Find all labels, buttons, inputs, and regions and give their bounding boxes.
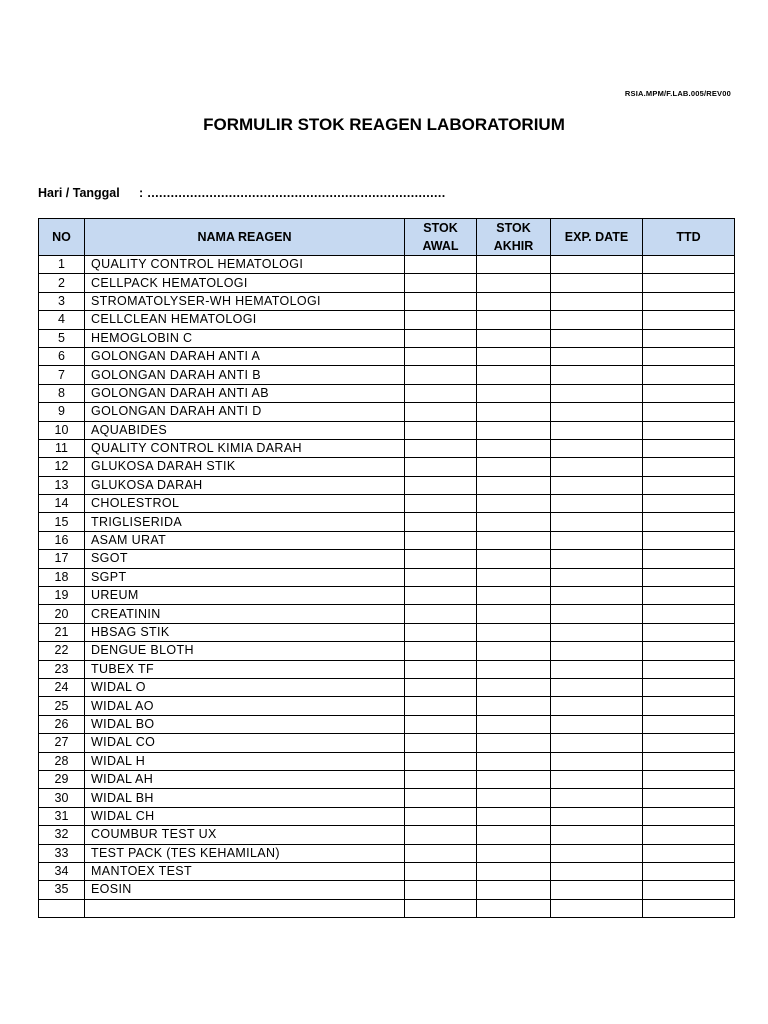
row-number: 34	[39, 862, 85, 880]
ttd-cell[interactable]	[643, 366, 735, 384]
table-row	[39, 421, 735, 439]
ttd-cell[interactable]	[643, 256, 735, 274]
exp-date-cell[interactable]	[551, 495, 643, 513]
row-number: 9	[39, 403, 85, 421]
stok-akhir-cell[interactable]	[477, 347, 551, 365]
table-header-row	[39, 219, 735, 256]
table-row	[39, 862, 735, 880]
table-row	[39, 495, 735, 513]
exp-date-cell[interactable]	[551, 697, 643, 715]
header-stok-awal: STOK AWAL	[405, 219, 477, 256]
stok-akhir-cell[interactable]	[477, 550, 551, 568]
table-row	[39, 752, 735, 770]
stok-akhir-cell[interactable]	[477, 807, 551, 825]
stok-akhir-cell[interactable]	[477, 697, 551, 715]
ttd-cell[interactable]	[643, 642, 735, 660]
stok-awal-cell[interactable]	[405, 439, 477, 457]
ttd-cell[interactable]	[643, 660, 735, 678]
stok-akhir-cell[interactable]	[477, 495, 551, 513]
reagent-name: GOLONGAN DARAH ANTI AB	[85, 384, 405, 402]
ttd-cell[interactable]	[643, 734, 735, 752]
stok-awal-cell[interactable]	[405, 642, 477, 660]
stok-awal-cell[interactable]	[405, 458, 477, 476]
stok-akhir-cell[interactable]	[477, 844, 551, 862]
table-row	[39, 292, 735, 310]
ttd-cell[interactable]	[643, 347, 735, 365]
exp-date-cell[interactable]	[551, 844, 643, 862]
header-stok-akhir: STOK AKHIR	[477, 219, 551, 256]
exp-date-cell[interactable]	[551, 623, 643, 641]
row-number: 12	[39, 458, 85, 476]
ttd-cell[interactable]	[643, 826, 735, 844]
row-number: 27	[39, 734, 85, 752]
stok-akhir-cell[interactable]	[477, 899, 551, 917]
row-number: 31	[39, 807, 85, 825]
stok-awal-cell[interactable]	[405, 495, 477, 513]
stok-awal-cell[interactable]	[405, 715, 477, 733]
stok-awal-cell[interactable]	[405, 366, 477, 384]
stok-akhir-cell[interactable]	[477, 623, 551, 641]
stok-awal-cell[interactable]	[405, 292, 477, 310]
reagent-name: GLUKOSA DARAH STIK	[85, 458, 405, 476]
table-row	[39, 697, 735, 715]
stok-awal-cell[interactable]	[405, 384, 477, 402]
table-row	[39, 899, 735, 917]
header-nama-reagen: NAMA REAGEN	[85, 219, 405, 256]
reagent-name: GOLONGAN DARAH ANTI A	[85, 347, 405, 365]
reagent-name: WIDAL AO	[85, 697, 405, 715]
table-row	[39, 770, 735, 788]
stok-awal-cell[interactable]	[405, 826, 477, 844]
reagent-name	[85, 899, 405, 917]
reagent-name: EOSIN	[85, 881, 405, 899]
ttd-cell[interactable]	[643, 789, 735, 807]
reagent-name: ASAM URAT	[85, 531, 405, 549]
exp-date-cell[interactable]	[551, 476, 643, 494]
stok-akhir-cell[interactable]	[477, 292, 551, 310]
exp-date-cell[interactable]	[551, 715, 643, 733]
stok-awal-cell[interactable]	[405, 862, 477, 880]
table-row	[39, 844, 735, 862]
stok-awal-cell[interactable]	[405, 605, 477, 623]
ttd-cell[interactable]	[643, 458, 735, 476]
reagent-name: CELLCLEAN HEMATOLOGI	[85, 311, 405, 329]
row-number: 10	[39, 421, 85, 439]
reagent-name: SGOT	[85, 550, 405, 568]
exp-date-cell[interactable]	[551, 789, 643, 807]
ttd-cell[interactable]	[643, 605, 735, 623]
stok-akhir-cell[interactable]	[477, 660, 551, 678]
stok-awal-cell[interactable]	[405, 256, 477, 274]
row-number: 24	[39, 678, 85, 696]
stok-awal-cell[interactable]	[405, 789, 477, 807]
exp-date-cell[interactable]	[551, 807, 643, 825]
stok-awal-cell[interactable]	[405, 311, 477, 329]
row-number: 21	[39, 623, 85, 641]
row-number: 8	[39, 384, 85, 402]
table-row	[39, 623, 735, 641]
document-code: RSIA.MPM/F.LAB.005/REV00	[624, 89, 731, 98]
stok-awal-cell[interactable]	[405, 697, 477, 715]
row-number: 23	[39, 660, 85, 678]
row-number: 14	[39, 495, 85, 513]
row-number: 35	[39, 881, 85, 899]
stok-akhir-cell[interactable]	[477, 734, 551, 752]
exp-date-cell[interactable]	[551, 678, 643, 696]
ttd-cell[interactable]	[643, 311, 735, 329]
reagent-name: WIDAL AH	[85, 770, 405, 788]
reagent-name: HBSAG STIK	[85, 623, 405, 641]
table-row	[39, 274, 735, 292]
ttd-cell[interactable]	[643, 752, 735, 770]
table-row	[39, 660, 735, 678]
reagent-name: WIDAL BO	[85, 715, 405, 733]
stok-akhir-cell[interactable]	[477, 605, 551, 623]
exp-date-cell[interactable]	[551, 660, 643, 678]
ttd-cell[interactable]	[643, 770, 735, 788]
ttd-cell[interactable]	[643, 844, 735, 862]
exp-date-cell[interactable]	[551, 256, 643, 274]
table-row	[39, 476, 735, 494]
row-number: 2	[39, 274, 85, 292]
table-row	[39, 366, 735, 384]
stok-awal-cell[interactable]	[405, 421, 477, 439]
reagent-name: STROMATOLYSER-WH HEMATOLOGI	[85, 292, 405, 310]
exp-date-cell[interactable]	[551, 770, 643, 788]
exp-date-cell[interactable]	[551, 531, 643, 549]
stok-akhir-cell[interactable]	[477, 384, 551, 402]
exp-date-cell[interactable]	[551, 642, 643, 660]
exp-date-cell[interactable]	[551, 513, 643, 531]
reagent-name: QUALITY CONTROL KIMIA DARAH	[85, 439, 405, 457]
exp-date-cell[interactable]	[551, 899, 643, 917]
reagent-name: GOLONGAN DARAH ANTI B	[85, 366, 405, 384]
exp-date-cell[interactable]	[551, 550, 643, 568]
table-row	[39, 311, 735, 329]
exp-date-cell[interactable]	[551, 568, 643, 586]
ttd-cell[interactable]	[643, 513, 735, 531]
stok-awal-cell[interactable]	[405, 347, 477, 365]
ttd-cell[interactable]	[643, 881, 735, 899]
stok-awal-cell[interactable]	[405, 881, 477, 899]
reagent-name: UREUM	[85, 587, 405, 605]
exp-date-cell[interactable]	[551, 403, 643, 421]
exp-date-cell[interactable]	[551, 826, 643, 844]
exp-date-cell[interactable]	[551, 274, 643, 292]
table-row	[39, 329, 735, 347]
ttd-cell[interactable]	[643, 715, 735, 733]
date-value-line: : .............................................................................	[139, 186, 446, 200]
row-number: 25	[39, 697, 85, 715]
reagent-name: WIDAL BH	[85, 789, 405, 807]
exp-date-cell[interactable]	[551, 292, 643, 310]
ttd-cell[interactable]	[643, 384, 735, 402]
row-number	[39, 899, 85, 917]
stok-akhir-cell[interactable]	[477, 862, 551, 880]
ttd-cell[interactable]	[643, 403, 735, 421]
reagent-name: CHOLESTROL	[85, 495, 405, 513]
ttd-cell[interactable]	[643, 862, 735, 880]
row-number: 30	[39, 789, 85, 807]
stok-akhir-cell[interactable]	[477, 587, 551, 605]
ttd-cell[interactable]	[643, 550, 735, 568]
stok-akhir-cell[interactable]	[477, 366, 551, 384]
stok-awal-cell[interactable]	[405, 274, 477, 292]
table-row	[39, 384, 735, 402]
stok-awal-cell[interactable]	[405, 476, 477, 494]
table-row	[39, 256, 735, 274]
stok-awal-cell[interactable]	[405, 899, 477, 917]
row-number: 1	[39, 256, 85, 274]
stok-awal-cell[interactable]	[405, 550, 477, 568]
stok-awal-cell[interactable]	[405, 752, 477, 770]
ttd-cell[interactable]	[643, 439, 735, 457]
header-ttd: TTD	[643, 219, 735, 256]
reagent-name: WIDAL CO	[85, 734, 405, 752]
reagent-name: TEST PACK (TES KEHAMILAN)	[85, 844, 405, 862]
row-number: 17	[39, 550, 85, 568]
row-number: 6	[39, 347, 85, 365]
table-row	[39, 789, 735, 807]
exp-date-cell[interactable]	[551, 329, 643, 347]
stok-akhir-cell[interactable]	[477, 274, 551, 292]
table-row	[39, 734, 735, 752]
reagent-name: AQUABIDES	[85, 421, 405, 439]
stok-awal-cell[interactable]	[405, 844, 477, 862]
stok-akhir-cell[interactable]	[477, 770, 551, 788]
stok-awal-cell[interactable]	[405, 678, 477, 696]
exp-date-cell[interactable]	[551, 366, 643, 384]
stok-awal-cell[interactable]	[405, 623, 477, 641]
reagent-name: QUALITY CONTROL HEMATOLOGI	[85, 256, 405, 274]
table-row	[39, 550, 735, 568]
stok-akhir-cell[interactable]	[477, 531, 551, 549]
stok-awal-cell[interactable]	[405, 807, 477, 825]
reagent-name: DENGUE BLOTH	[85, 642, 405, 660]
row-number: 13	[39, 476, 85, 494]
table-row	[39, 531, 735, 549]
table-row	[39, 826, 735, 844]
date-label: Hari / Tanggal	[38, 186, 120, 200]
reagent-name: GLUKOSA DARAH	[85, 476, 405, 494]
row-number: 32	[39, 826, 85, 844]
exp-date-cell[interactable]	[551, 752, 643, 770]
ttd-cell[interactable]	[643, 292, 735, 310]
row-number: 28	[39, 752, 85, 770]
stok-awal-cell[interactable]	[405, 587, 477, 605]
stok-awal-cell[interactable]	[405, 329, 477, 347]
ttd-cell[interactable]	[643, 678, 735, 696]
exp-date-cell[interactable]	[551, 862, 643, 880]
row-number: 26	[39, 715, 85, 733]
table-row	[39, 715, 735, 733]
ttd-cell[interactable]	[643, 421, 735, 439]
header-no: NO	[39, 219, 85, 256]
reagent-name: WIDAL H	[85, 752, 405, 770]
exp-date-cell[interactable]	[551, 311, 643, 329]
reagent-name: WIDAL CH	[85, 807, 405, 825]
ttd-cell[interactable]	[643, 587, 735, 605]
row-number: 4	[39, 311, 85, 329]
stok-akhir-cell[interactable]	[477, 642, 551, 660]
exp-date-cell[interactable]	[551, 458, 643, 476]
exp-date-cell[interactable]	[551, 439, 643, 457]
row-number: 5	[39, 329, 85, 347]
stok-awal-cell[interactable]	[405, 568, 477, 586]
ttd-cell[interactable]	[643, 329, 735, 347]
stock-table	[38, 218, 735, 918]
ttd-cell[interactable]	[643, 274, 735, 292]
reagent-name: WIDAL O	[85, 678, 405, 696]
table-row	[39, 881, 735, 899]
stok-akhir-cell[interactable]	[477, 678, 551, 696]
row-number: 7	[39, 366, 85, 384]
row-number: 20	[39, 605, 85, 623]
stok-akhir-cell[interactable]	[477, 881, 551, 899]
ttd-cell[interactable]	[643, 623, 735, 641]
table-row	[39, 807, 735, 825]
stok-akhir-cell[interactable]	[477, 458, 551, 476]
stok-awal-cell[interactable]	[405, 403, 477, 421]
stok-akhir-cell[interactable]	[477, 568, 551, 586]
reagent-name: HEMOGLOBIN C	[85, 329, 405, 347]
table-row	[39, 587, 735, 605]
reagent-name: TRIGLISERIDA	[85, 513, 405, 531]
table-row	[39, 605, 735, 623]
reagent-name: COUMBUR TEST UX	[85, 826, 405, 844]
reagent-name: CELLPACK HEMATOLOGI	[85, 274, 405, 292]
ttd-cell[interactable]	[643, 697, 735, 715]
reagent-name: TUBEX TF	[85, 660, 405, 678]
reagent-name: CREATININ	[85, 605, 405, 623]
stok-akhir-cell[interactable]	[477, 329, 551, 347]
stok-akhir-cell[interactable]	[477, 439, 551, 457]
ttd-cell[interactable]	[643, 531, 735, 549]
reagent-name: SGPT	[85, 568, 405, 586]
table-row	[39, 513, 735, 531]
row-number: 29	[39, 770, 85, 788]
exp-date-cell[interactable]	[551, 384, 643, 402]
row-number: 3	[39, 292, 85, 310]
stok-awal-cell[interactable]	[405, 531, 477, 549]
header-exp-date: EXP. DATE	[551, 219, 643, 256]
stok-akhir-cell[interactable]	[477, 403, 551, 421]
row-number: 19	[39, 587, 85, 605]
table-row	[39, 458, 735, 476]
ttd-cell[interactable]	[643, 476, 735, 494]
date-field	[38, 186, 446, 200]
stok-akhir-cell[interactable]	[477, 789, 551, 807]
table-row	[39, 403, 735, 421]
stok-akhir-cell[interactable]	[477, 256, 551, 274]
ttd-cell[interactable]	[643, 568, 735, 586]
exp-date-cell[interactable]	[551, 587, 643, 605]
reagent-name: MANTOEX TEST	[85, 862, 405, 880]
stok-akhir-cell[interactable]	[477, 752, 551, 770]
exp-date-cell[interactable]	[551, 421, 643, 439]
stok-awal-cell[interactable]	[405, 770, 477, 788]
exp-date-cell[interactable]	[551, 881, 643, 899]
reagent-name: GOLONGAN DARAH ANTI D	[85, 403, 405, 421]
exp-date-cell[interactable]	[551, 734, 643, 752]
stok-awal-cell[interactable]	[405, 734, 477, 752]
row-number: 11	[39, 439, 85, 457]
stok-akhir-cell[interactable]	[477, 311, 551, 329]
stok-akhir-cell[interactable]	[477, 826, 551, 844]
page-title: FORMULIR STOK REAGEN LABORATORIUM	[203, 115, 565, 134]
ttd-cell[interactable]	[643, 495, 735, 513]
stok-awal-cell[interactable]	[405, 660, 477, 678]
row-number: 22	[39, 642, 85, 660]
stok-akhir-cell[interactable]	[477, 513, 551, 531]
row-number: 15	[39, 513, 85, 531]
stok-akhir-cell[interactable]	[477, 476, 551, 494]
stok-akhir-cell[interactable]	[477, 715, 551, 733]
table-row	[39, 678, 735, 696]
table-row	[39, 642, 735, 660]
exp-date-cell[interactable]	[551, 347, 643, 365]
row-number: 33	[39, 844, 85, 862]
row-number: 18	[39, 568, 85, 586]
row-number: 16	[39, 531, 85, 549]
table-row	[39, 439, 735, 457]
ttd-cell[interactable]	[643, 899, 735, 917]
exp-date-cell[interactable]	[551, 605, 643, 623]
ttd-cell[interactable]	[643, 807, 735, 825]
stok-awal-cell[interactable]	[405, 513, 477, 531]
stok-akhir-cell[interactable]	[477, 421, 551, 439]
table-row	[39, 568, 735, 586]
table-row	[39, 347, 735, 365]
